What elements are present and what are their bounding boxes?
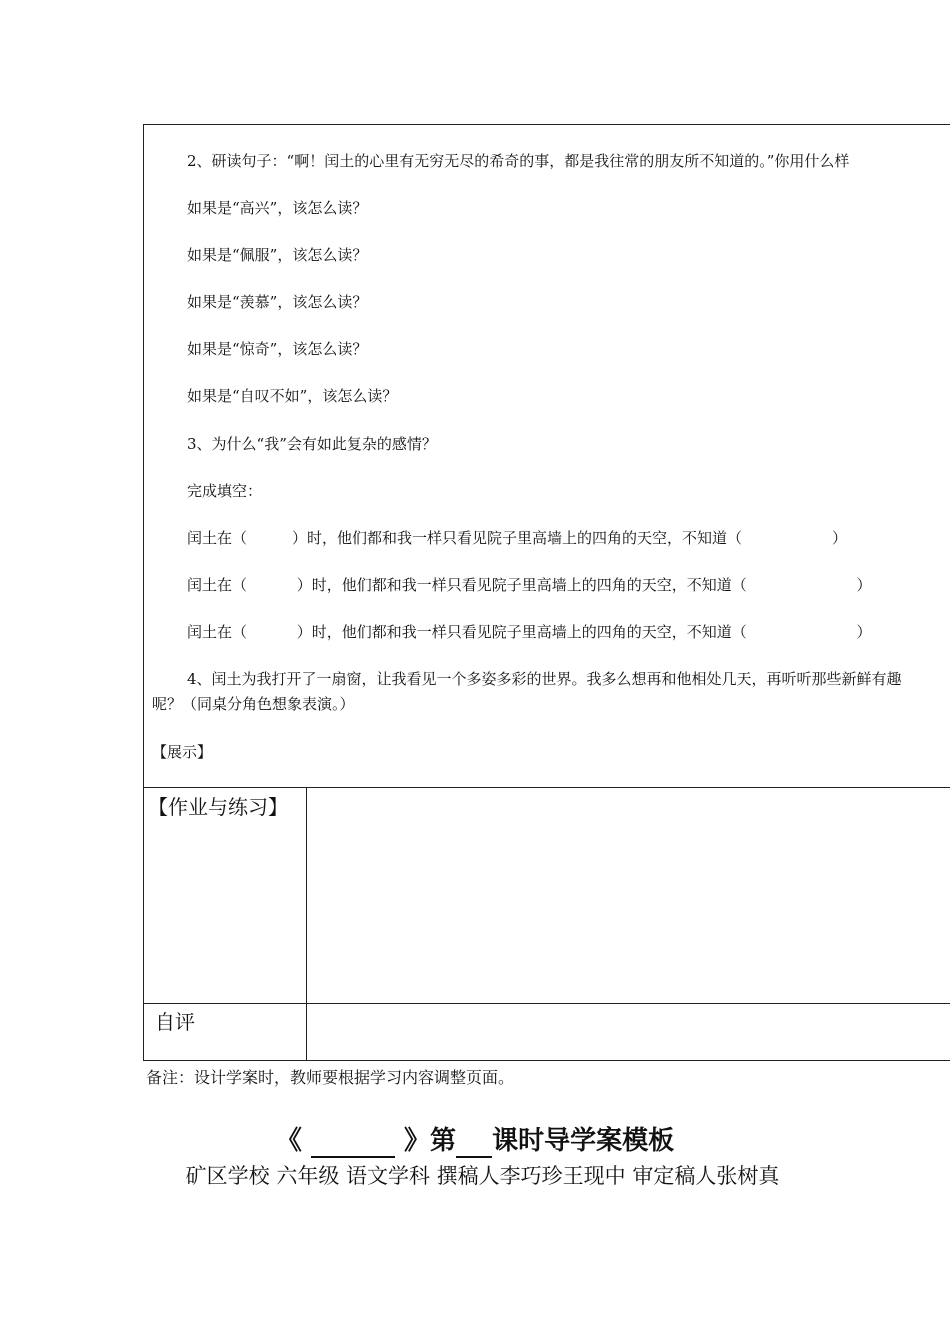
fill-blank-line-1: 闰土在（ ）时，他们都和我一样只看见院子里高墙上的四角的天空，不知道（ ） [187, 529, 848, 547]
homework-divider [306, 788, 307, 1004]
self-eval-divider [306, 1003, 307, 1061]
title-suffix: 课时导学案模板 [492, 1126, 675, 1156]
homework-row [143, 788, 950, 1004]
read-jingqi-line: 如果是“惊奇”，该怎么读？ [187, 340, 368, 358]
title-open-bracket: 《 [275, 1126, 302, 1156]
lesson-content-box [143, 124, 950, 788]
title-close-bracket: 》第 [404, 1126, 457, 1156]
fill-blank-line-3: 闰土在（ ）时，他们都和我一样只看见院子里高墙上的四角的天空，不知道（ ） [187, 623, 872, 641]
read-gaoxing-line: 如果是“高兴”，该怎么读？ [187, 199, 368, 217]
title-number-blank [456, 1126, 492, 1158]
question-2-line: 2、研读句子：“啊！闰土的心里有无穷无尽的希奇的事，都是我往常的朋友所不知道的。”你用什么样 [187, 152, 850, 170]
read-zitanburu-line: 如果是“自叹不如”，该怎么读？ [187, 387, 398, 405]
document-subtitle: 矿区学校 六年级 语文学科 撰稿人李巧珍王现中 审定稿人张树真 [185, 1164, 780, 1188]
question-4-line: 4、闰土为我打开了一扇窗，让我看见一个多姿多彩的世界。我多么想再和他相处几天，再听听那些新鲜有趣 [187, 670, 902, 688]
homework-label: 【作业与练习】 [148, 795, 288, 819]
read-xianmu-line: 如果是“羡慕”，该怎么读？ [187, 293, 368, 311]
title-name-blank [311, 1126, 395, 1158]
fill-blank-line-2: 闰土在（ ）时，他们都和我一样只看见院子里高墙上的四角的天空，不知道（ ） [187, 576, 872, 594]
question-4-continuation: 呢？（同桌分角色想象表演。） [152, 695, 355, 713]
question-3-line: 3、为什么“我”会有如此复杂的感情？ [187, 435, 437, 453]
document-title [0, 1120, 950, 1158]
self-eval-row [143, 1003, 950, 1061]
fill-blank-heading: 完成填空： [187, 482, 263, 500]
self-eval-label: 自评 [155, 1010, 195, 1034]
remark-note: 备注：设计学案时，教师要根据学习内容调整页面。 [146, 1068, 515, 1087]
read-peifu-line: 如果是“佩服”，该怎么读？ [187, 246, 368, 264]
display-section-label: 【展示】 [152, 743, 213, 761]
